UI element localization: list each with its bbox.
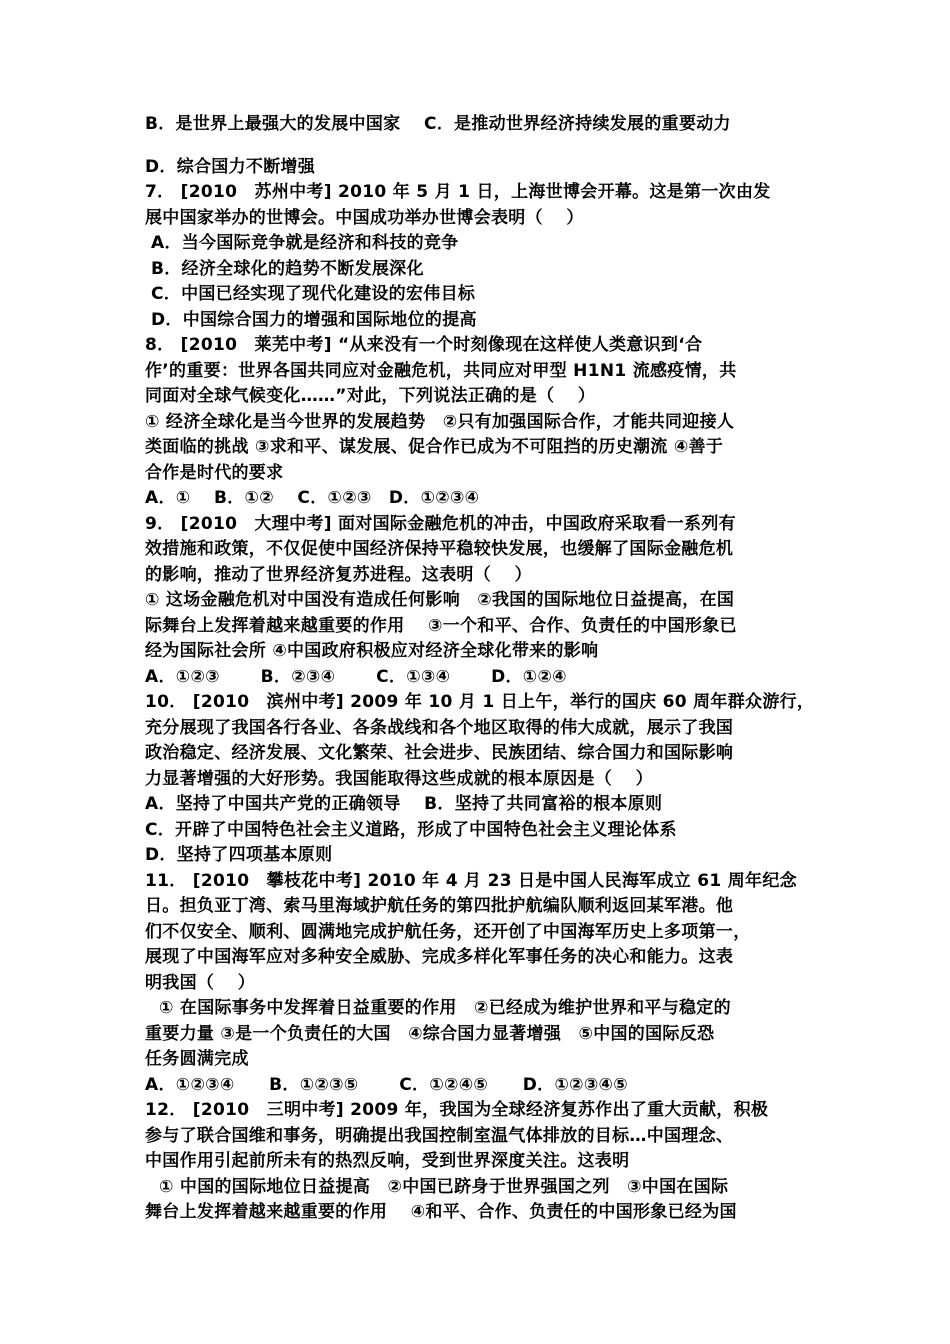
- answer-options: A．①②③ B．②③④ C．①③④ D．①②④: [145, 666, 567, 687]
- text-line: 日。担负亚丁湾、索马里海域护航任务的第四批护航编队顺利返回某军港。他: [145, 896, 734, 916]
- text-line: 明我国（ ）: [145, 972, 256, 993]
- option-d: D．中国综合国力的增强和国际地位的提高: [151, 309, 477, 330]
- question-7-stem: 7． [2010 苏州中考] 2010 年 5 月 1 日，上海世博会开幕。这是第一次由发: [145, 182, 771, 202]
- text-line: 力显著增强的大好形势。我国能取得这些成就的根本原因是（ ）: [145, 768, 653, 789]
- option-b: B．经济全球化的趋势不断发展深化: [151, 258, 424, 279]
- text-line: 中国作用引起前所未有的热烈反响，受到世界深度关注。这表明: [145, 1151, 630, 1171]
- text-line: 参与了联合国维和事务，明确提出我国控制室温气体排放的目标…中国理念、: [145, 1125, 734, 1146]
- text-line: 际舞台上发挥着越来越重要的作用 ③一个和平、合作、负责任的中国形象已: [145, 615, 737, 636]
- text-line: 任务圆满完成: [145, 1049, 249, 1069]
- option-d: D．坚持了四项基本原则: [145, 845, 333, 865]
- text-line: ① 这场金融危机对中国没有造成任何影响 ②我国的国际地位日益提高，在国: [145, 590, 735, 610]
- question-11-stem: 11． [2010 攀枝花中考] 2010 年 4 月 23 日是中国人民海军成立 61 周年纪念: [145, 870, 797, 891]
- question-9-stem: 9． [2010 大理中考] 面对国际金融危机的冲击，中国政府采取看一系列有: [145, 513, 736, 534]
- option-a-b: A．坚持了中国共产党的正确领导 B．坚持了共同富裕的根本原则: [145, 794, 663, 814]
- document-page: [145, 112, 825, 1226]
- text-line: 展现了中国海军应对多种安全威胁、完成多样化军事任务的决心和能力。这表: [145, 947, 734, 967]
- text-line: D．综合国力不断增强: [145, 156, 316, 177]
- text-line: 类面临的挑战 ③求和平、谋发展、促合作已成为不可阻挡的历史潮流 ④善于: [145, 437, 724, 457]
- answer-options: A．①②③④ B．①②③⑤ C．①②④⑤ D．①②③④⑤: [145, 1074, 628, 1095]
- question-12-stem: 12． [2010 三明中考] 2009 年，我国为全球经济复苏作出了重大贡献，积极: [145, 1100, 769, 1120]
- question-10-stem: 10． [2010 滨州中考] 2009 年 10 月 1 日上午，举行的国庆 60 周年群众游行，: [145, 692, 815, 712]
- question-8-stem: 8． [2010 莱芜中考] “从来没有一个时刻像现在这样使人类意识到‘合: [145, 335, 703, 355]
- text-line: ① 在国际事务中发挥着日益重要的作用 ②已经成为维护世界和平与稳定的: [159, 998, 731, 1018]
- text-line: 重要力量 ③是一个负责任的大国 ④综合国力显著增强 ⑤中国的国际反恐: [145, 1023, 715, 1044]
- option-a: A．当今国际竞争就是经济和科技的竞争: [151, 233, 459, 253]
- text-line: 政治稳定、经济发展、文化繁荣、社会进步、民族团结、综合国力和国际影响: [145, 743, 734, 763]
- text-line: 的影响，推动了世界经济复苏进程。这表明（ ）: [145, 564, 532, 585]
- text-line: 经为国际社会所 ④中国政府积极应对经济全球化带来的影响: [145, 641, 599, 661]
- text-line: 合作是时代的要求: [145, 462, 284, 483]
- answer-options: A．① B．①② C．①②③ D．①②③④: [145, 488, 480, 508]
- text-line: 充分展现了我国各行各业、各条战线和各个地区取得的伟大成就，展示了我国: [145, 717, 734, 738]
- text-line: B．是世界上最强大的发展中国家 C．是推动世界经济持续发展的重要动力: [145, 114, 731, 134]
- text-line: ① 经济全球化是当今世界的发展趋势 ②只有加强国际合作，才能共同迎接人: [145, 411, 735, 432]
- text-line: 们不仅安全、顺利、圆满地完成护航任务，还开创了中国海军历史上多项第一，: [145, 921, 751, 942]
- option-c: C．开辟了中国特色社会主义道路，形成了中国特色社会主义理论体系: [145, 819, 677, 840]
- text-line: 作’的重要：世界各国共同应对金融危机，共同应对甲型 H1N1 流感疫情，共: [145, 360, 737, 381]
- text-line: ① 中国的国际地位日益提高 ②中国已跻身于世界强国之列 ③中国在国际: [159, 1176, 729, 1197]
- text-line: 同面对全球气候变化……”对此，下列说法正确的是（ ）: [145, 386, 596, 406]
- text-line: 展中国家举办的世博会。中国成功举办世博会表明（ ）: [145, 207, 584, 228]
- option-c: C．中国已经实现了现代化建设的宏伟目标: [151, 284, 476, 304]
- text-line: 舞台上发挥着越来越重要的作用 ④和平、合作、负责任的中国形象已经为国: [145, 1202, 737, 1222]
- text-line: 效措施和政策，不仅促使中国经济保持平稳较快发展，也缓解了国际金融危机: [145, 539, 734, 559]
